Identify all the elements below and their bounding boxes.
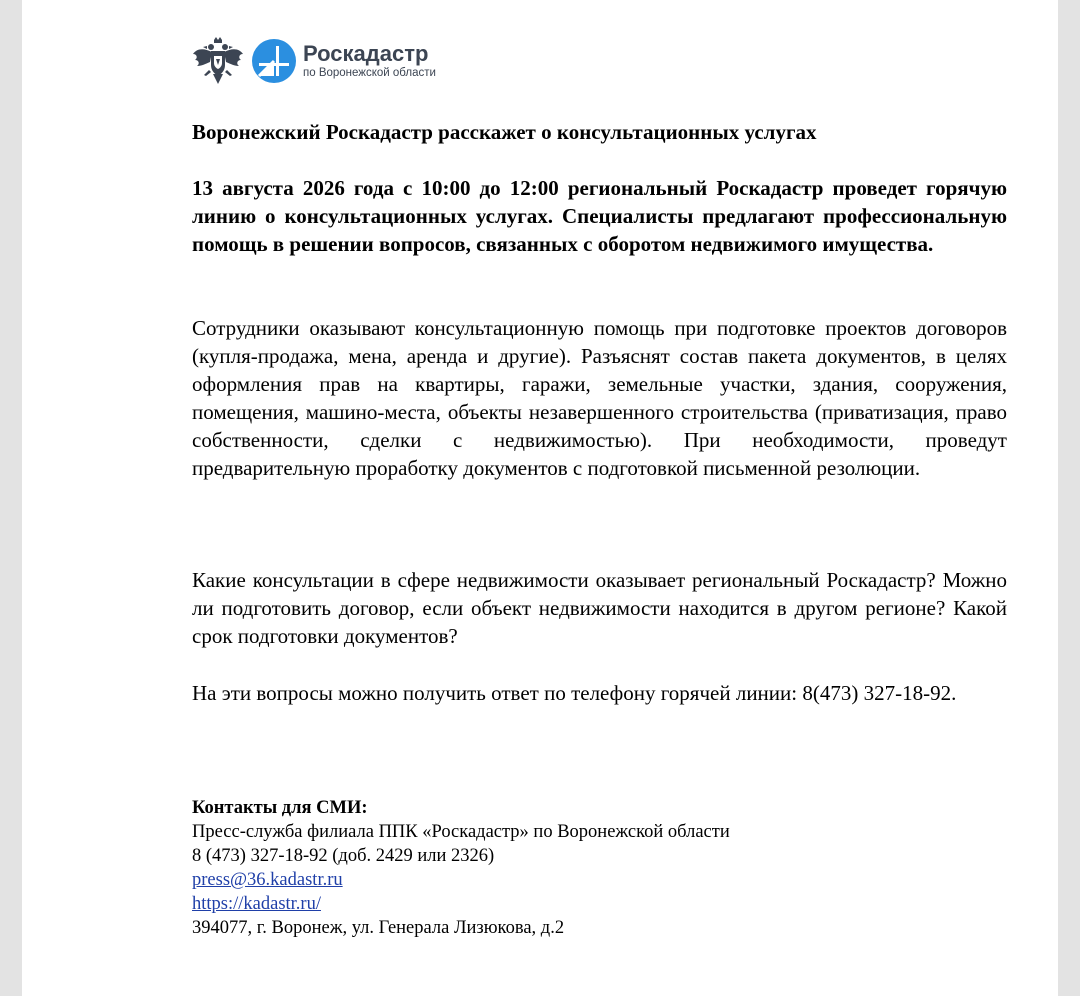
article-title: Воронежский Роскадастр расскажет о консультационных услугах: [192, 120, 817, 144]
double-headed-eagle-icon: [192, 36, 244, 86]
contacts-address: 394077, г. Воронеж, ул. Генерала Лизюкова, д.2: [192, 918, 565, 938]
contacts-website-link[interactable]: https://kadastr.ru/: [192, 894, 321, 914]
logo: [192, 36, 436, 86]
document-page: [22, 0, 1058, 996]
contacts-phone: 8 (473) 327-18-92 (доб. 2429 или 2326): [192, 846, 495, 866]
article-paragraph-2: Какие консультации в сфере недвижимости оказывает региональный Роскадастр? Можно ли подготовить договор, если объект недвижимости находится в другом регионе? Какой срок подготовки документов?: [192, 568, 1007, 648]
brand-name: Роскадастр: [303, 41, 429, 66]
roskadastr-logo-icon: [251, 38, 297, 84]
contacts-org: Пресс-служба филиала ППК «Роскадастр» по Воронежской области: [192, 822, 730, 842]
media-contacts: [192, 796, 1007, 940]
contacts-email-link[interactable]: press@36.kadastr.ru: [192, 870, 343, 890]
brand-subtitle: по Воронежской области: [303, 67, 436, 79]
article-paragraph-1: Сотрудники оказывают консультационную помощь при подготовке проектов договоров (купля-продажа, мена, аренда и другие). Разъяснят состав пакета документов, в целях оформления прав на квартиры, гаражи, земельные участки, здания, сооружения, помещения, машино-места, объекты незавершенного строительства (приватизация, право собственности, сделки с недвижимостью). При необходимости, проведут предварительную проработку документов с подготовкой письменной резолюции.: [192, 316, 1007, 480]
article-lead: 13 августа 2026 года с 10:00 до 12:00 региональный Роскадастр проведет горячую линию о консультационных услугах. Специалисты предлагают профессиональную помощь в решении вопросов, связанных с оборотом недвижимого имущества.: [192, 176, 1007, 256]
article-paragraph-3: На эти вопросы можно получить ответ по телефону горячей линии: 8(473) 327-18-92.: [192, 681, 957, 705]
contacts-heading: Контакты для СМИ:: [192, 798, 368, 818]
